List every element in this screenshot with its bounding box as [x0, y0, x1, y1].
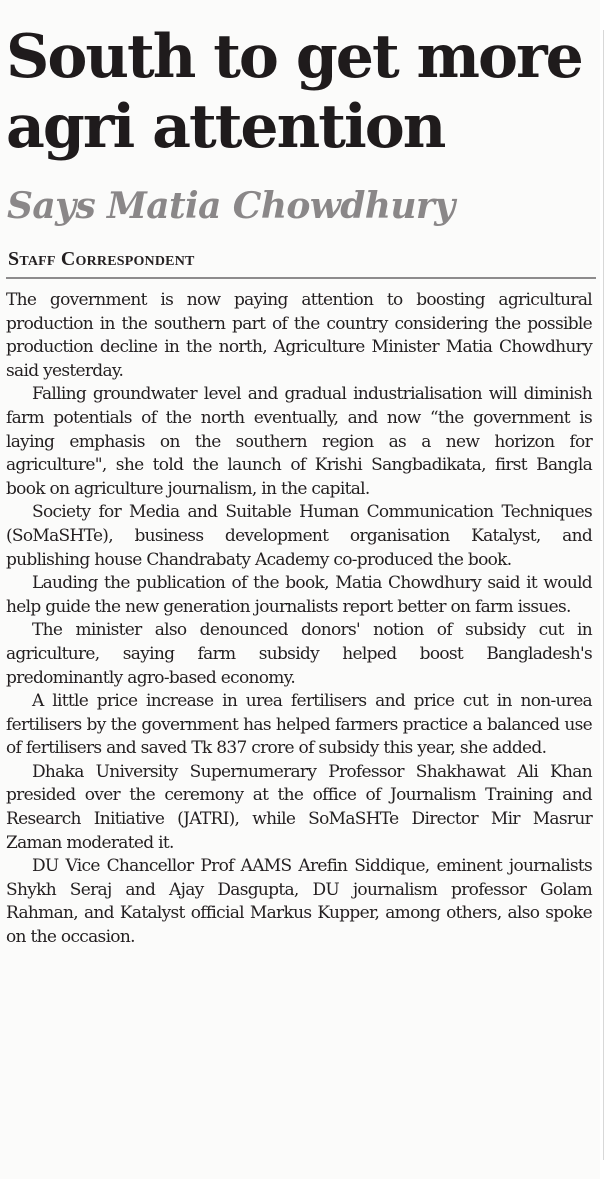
paragraph-6: A little price increase in urea fertilisers and price cut in non-urea fertilisers by the government has helped farmers practice a balanced use of fertilisers and saved Tk 837 crore of subsidy this year, she added. — [6, 691, 592, 759]
byline: Staff Correspondent — [8, 248, 195, 270]
paragraph-7: Dhaka University Supernumerary Professor Shakhawat Ali Khan presided over the ceremony at the office of Journalism Training and Research Initiative (JATRI), while SoMaSHTe Director Mir Masrur Zaman moderated it. — [6, 761, 592, 853]
headline — [6, 22, 598, 162]
paragraph-8: DU Vice Chancellor Prof AAMS Arefin Siddique, eminent journalists Shykh Seraj and Ajay Dasgupta, DU journalism professor Golam Rahman, and Katalyst official Markus Kupper, among others, also spoke on the occasion. — [6, 856, 592, 948]
headline-line-2: agri attention — [6, 92, 445, 162]
paragraph-3: Society for Media and Suitable Human Communication Techniques (SoMaSHTe), business development organisation Katalyst, and publishing house Chandrabaty Academy co-produced the book. — [6, 502, 592, 570]
subheadline: Says Matia Chowdhury — [7, 185, 455, 227]
headline-line-1: South to get more — [6, 22, 582, 92]
byline-divider — [6, 277, 596, 279]
paragraph-2: Falling groundwater level and gradual industrialisation will diminish farm potentials of the north eventually, and now “the government is laying emphasis on the southern region as a new horizon for agriculture", she told the launch of Krishi Sangbadikata, first Bangla book on agriculture journalism, in the capital. — [6, 384, 592, 499]
paragraph-4: Lauding the publication of the book, Matia Chowdhury said it would help guide the new generation journalists report better on farm issues. — [6, 573, 592, 617]
clipping-edge — [603, 30, 604, 1160]
article-body — [6, 289, 592, 950]
paragraph-5: The minister also denounced donors' notion of subsidy cut in agriculture, saying farm subsidy helped boost Bangladesh's predominantly agro-based economy. — [6, 620, 592, 688]
paragraph-1: The government is now paying attention to boosting agricultural production in the southern part of the country considering the possible production decline in the north, Agriculture Minister Matia Chowdhury said yesterday. — [6, 290, 592, 381]
